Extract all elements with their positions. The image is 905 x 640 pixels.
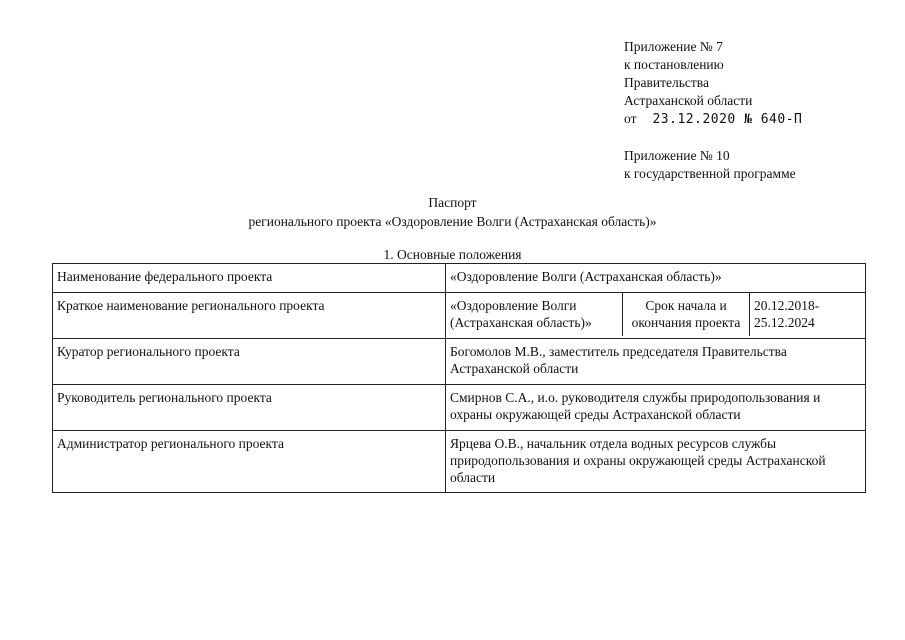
main-provisions-table (52, 263, 866, 493)
appendix-line: Правительства (624, 75, 709, 90)
date-stamp: 23.12.2020 № 640-П (652, 112, 803, 127)
appendix-line: Приложение № 7 (624, 39, 723, 54)
row-label: Администратор регионального проекта (53, 431, 446, 493)
table-row (53, 293, 866, 339)
table-row (53, 385, 866, 431)
row-label: Краткое наименование регионального проекта (53, 293, 446, 339)
row-label: Куратор регионального проекта (53, 339, 446, 385)
term-label-cell: Срок начала и окончания проекта (623, 293, 750, 336)
appendix-line: Приложение № 10 (624, 148, 730, 163)
title-line-1: Паспорт (428, 195, 477, 210)
row-value: Смирнов С.А., и.о. руководителя службы природопользования и охраны окружающей среды Астраханской области (446, 385, 866, 431)
appendix-line: к постановлению (624, 57, 724, 72)
appendix-line: Астраханской области (624, 93, 753, 108)
appendix-line: к государственной программе (624, 166, 796, 181)
table-row (53, 339, 866, 385)
term-value-cell: 20.12.2018-25.12.2024 (754, 298, 820, 330)
title-line-2: регионального проекта «Оздоровление Волги (Астраханская область)» (248, 214, 657, 229)
row-value: Богомолов М.В., заместитель председателя Правительства Астраханской области (446, 339, 866, 385)
date-prefix: от (624, 111, 637, 126)
section-heading: 1. Основные положения (383, 247, 522, 262)
row-label: Наименование федерального проекта (53, 264, 446, 293)
appendix-block (624, 38, 802, 183)
row-value: Ярцева О.В., начальник отдела водных ресурсов службы природопользования и охраны окружающей среды Астраханской области (446, 431, 866, 493)
appendix-date-line (624, 110, 802, 129)
passport-title (0, 193, 905, 231)
row-value: «Оздоровление Волги (Астраханская область)» (446, 264, 866, 293)
table-row (53, 264, 866, 293)
row-label: Руководитель регионального проекта (53, 385, 446, 431)
row-value-split (446, 293, 866, 339)
short-name-cell: «Оздоровление Волги (Астраханская область)» (446, 293, 623, 336)
table-row (53, 431, 866, 493)
